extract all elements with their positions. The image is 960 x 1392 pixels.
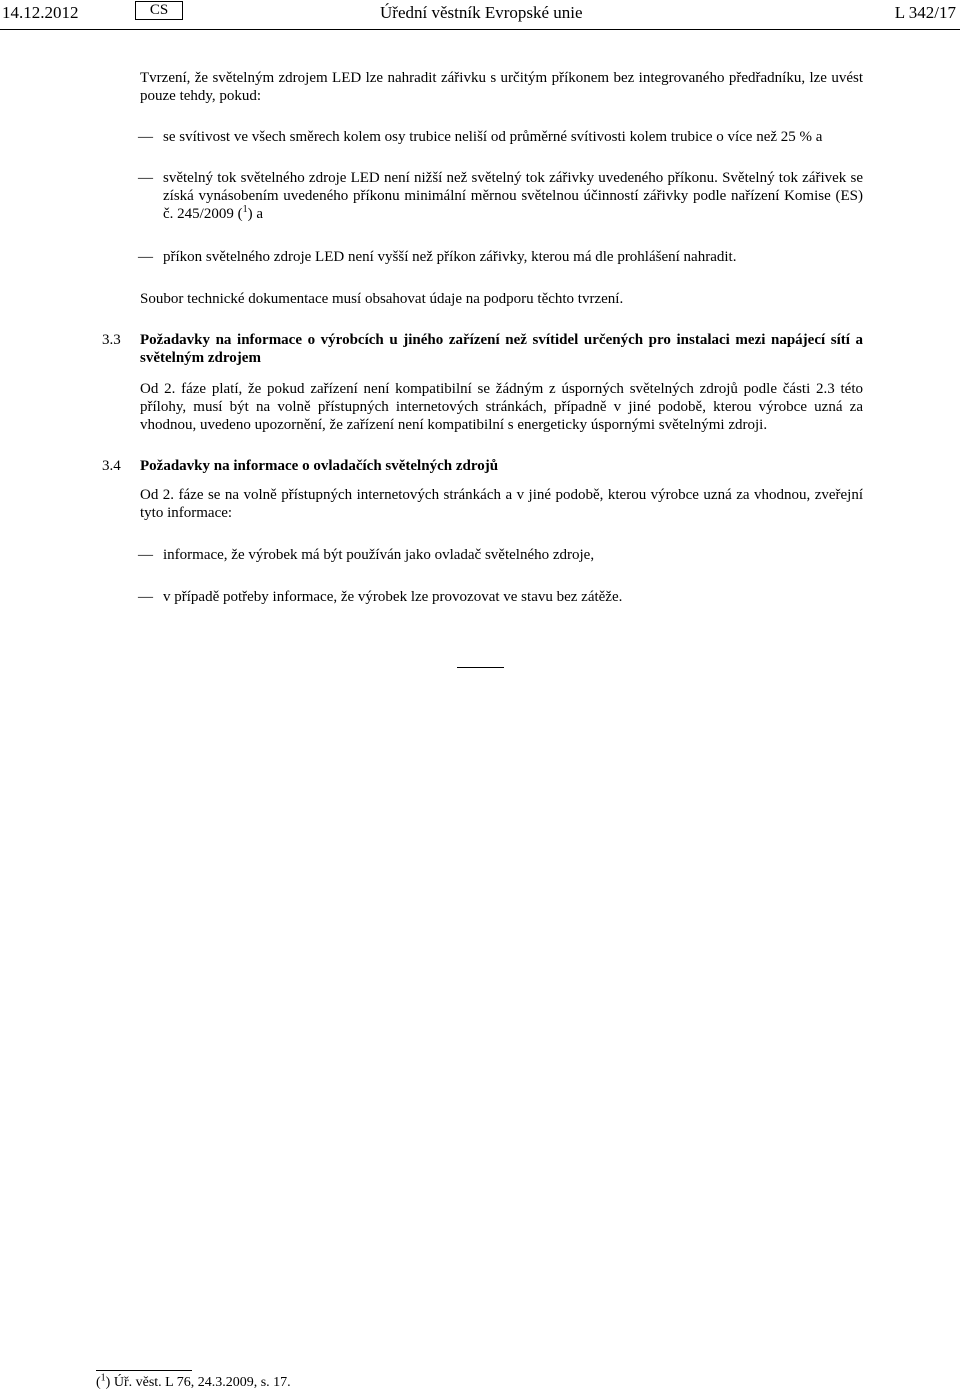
info-item-1 [140,546,863,564]
header-rule [0,29,960,30]
journal-title: Úřední věstník Evropské unie [380,3,583,22]
section-paragraph: Od 2. fáze platí, že pokud zařízení není kompatibilní se žádným z úsporných světelných zdrojů podle části 2.3 této přílohy, musí být na volně přístupných internetových stránkách, případně v jiné podobě, kterou výrobce uzná za vhodnou, uvedeno upozornění, že zařízení není kompatibilní s energeticky úspornými světelnými zdroji. [140,381,863,433]
section-number: 3.3 [102,332,121,348]
condition-tail: a [252,206,263,222]
footnote-reference[interactable]: 1 [242,204,248,215]
publication-date: 14.12.2012 [2,3,79,22]
condition-text: příkon světelného zdroje LED není vyšší než příkon zářivky, kterou má dle prohlášení nahradit. [163,249,737,265]
page-header [0,0,960,30]
section-number: 3.4 [102,458,121,474]
footnote: ($^1$) Úř. věst. L 76, 24.3.2009, s. 17. [96,1372,291,1390]
info-item-2 [140,588,863,606]
info-item-text: informace, že výrobek má být používán jako ovladač světelného zdroje, [163,547,595,563]
dash-marker: — [138,547,153,563]
language-badge: CS [135,1,183,20]
info-item-text: v případě potřeby informace, že výrobek lze provozovat ve stavu bez zátěže. [163,589,623,605]
section-paragraph: Od 2. fáze se na volně přístupných internetových stránkách a v jiné podobě, kterou výrobce uzná za vhodnou, zveřejní tyto informace: [140,487,863,521]
footnote-marker: 1 [100,1372,106,1384]
condition-text: světelný tok světelného zdroje LED není nižší než světelný tok zářivky uvedeného příkonu. Světelný tok zářivek se získá vynásobením uvedeného příkonu minimální měrnou světelnou účinností zářivky podle nařízení Komise (ES) č. 245/2009 [163,170,863,222]
documentation-note: Soubor technické dokumentace musí obsahovat údaje na podporu těchto tvrzení. [140,291,624,307]
page-reference: L 342/17 [894,3,956,22]
condition-text: se svítivost ve všech směrech kolem osy trubice neliší od průměrné svítivosti kolem trubice o více než 25 % a [163,129,823,145]
condition-item-3 [140,248,863,266]
condition-item-2: — světelný tok světelného zdroje LED není nižší než světelný tok zářivky uvedeného příkonu. Světelný tok zářivek se získá vynásobením uvedeného příkonu minimální měrnou světelnou účinností zářivky podle nařízení Komise (ES) č. 245/2009 ($^1$) a [138,170,863,222]
section-heading: Požadavky na informace o výrobcích u jiného zařízení než svítidel určených pro instalaci mezi napájecí sítí a světelným zdrojem [140,332,863,366]
dash-marker: — [138,249,153,265]
dash-marker: — [138,589,153,605]
dash-marker: — [138,170,153,186]
condition-item-1 [140,128,863,146]
end-rule [457,667,504,668]
footnote-text: Úř. věst. L 76, 24.3.2009, s. 17. [113,1375,291,1390]
footnote-rule [96,1370,192,1371]
section-heading: Požadavky na informace o ovladačích světelných zdrojů [140,458,499,474]
intro-paragraph: Tvrzení, že světelným zdrojem LED lze nahradit zářivku s určitým příkonem bez integrovaného předřadníku, lze uvést pouze tehdy, pokud: [140,70,863,104]
dash-marker: — [138,129,153,145]
